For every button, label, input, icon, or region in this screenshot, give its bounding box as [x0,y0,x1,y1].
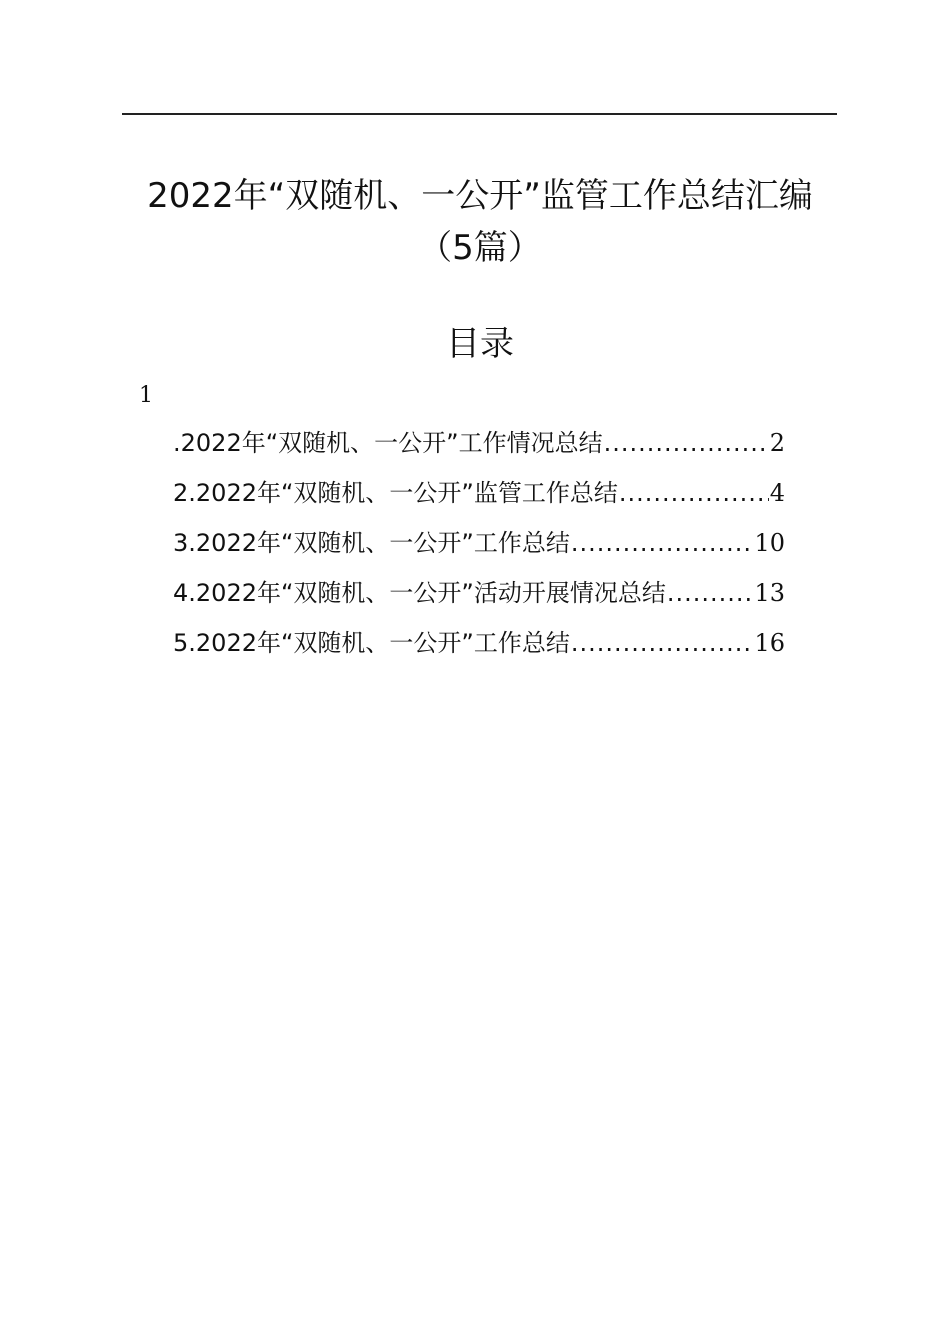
toc-leader-dots [571,623,754,663]
toc-leader-dots [667,573,754,613]
document-subtitle: （5篇） [418,228,542,268]
toc-entry-title: 5.2022年“双随机、一公开”工作总结 [173,629,570,657]
toc-entry[interactable] [173,623,785,673]
toc-entry-page: 16 [754,629,785,657]
header-rule [122,113,837,115]
toc-leader-dots [571,523,754,563]
toc-entry-page: 10 [754,529,785,557]
toc-entry-title: .2022年“双随机、一公开”工作情况总结 [173,429,603,457]
toc-entry-page: 13 [754,579,785,607]
toc-entry[interactable] [173,573,785,623]
toc-entry[interactable] [173,473,785,523]
table-of-contents [173,423,785,673]
toc-entry-title: 2.2022年“双随机、一公开”监管工作总结 [173,479,618,507]
toc-leader-dots [619,473,769,513]
toc-entry-page: 4 [769,479,785,507]
toc-entry[interactable] [173,523,785,573]
toc-leader-dots [604,423,769,463]
toc-entry-page: 2 [769,429,785,457]
toc-entry[interactable] [173,423,785,473]
list-number: 1 [139,383,153,408]
toc-entry-title: 3.2022年“双随机、一公开”工作总结 [173,529,570,557]
document-title: 2022年“双随机、一公开”监管工作总结汇编 [147,176,813,216]
toc-heading: 目录 [446,324,514,364]
toc-entry-title: 4.2022年“双随机、一公开”活动开展情况总结 [173,579,666,607]
